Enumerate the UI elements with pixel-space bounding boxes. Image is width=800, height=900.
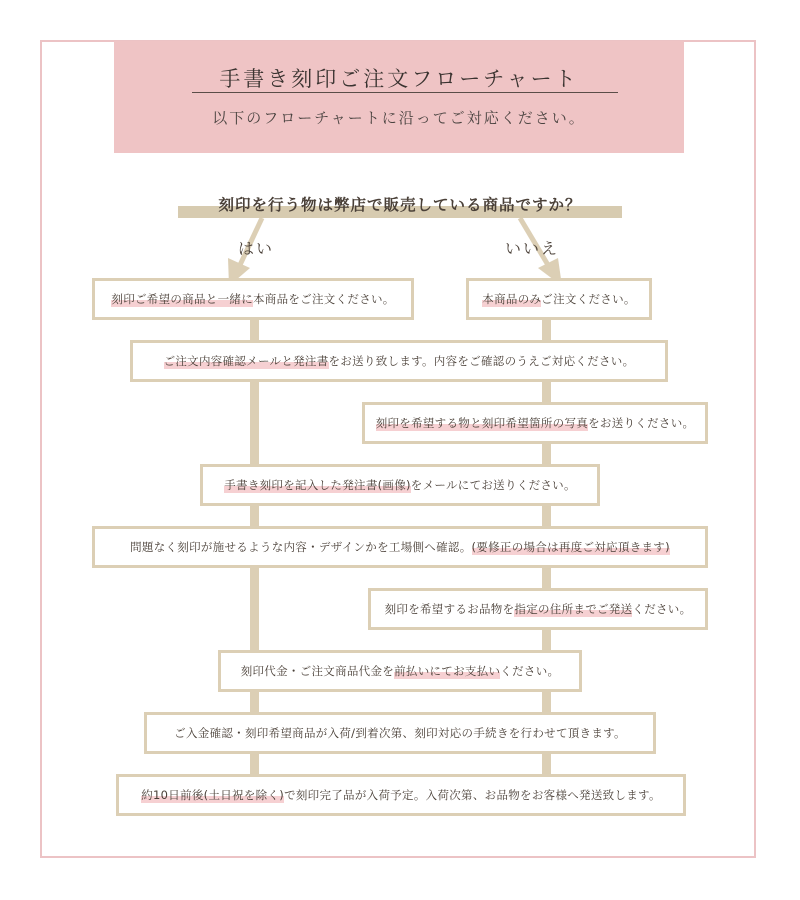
step-ship-item-highlight: 指定の住所までご発送 xyxy=(514,602,633,616)
step-arrival-text: ご入金確認・刻印希望商品が入荷/到着次第、刻印対応の手続きを行わせて頂きます。 xyxy=(174,726,626,740)
step-completion-highlight: 約10日前後(土日祝を除く) xyxy=(141,788,285,802)
step-payment-text: 刻印代金・ご注文商品代金を xyxy=(240,664,395,678)
step-payment xyxy=(218,650,582,692)
step-yes-order-text: 本商品をご注文ください。 xyxy=(253,292,395,306)
step-send-photo-highlight: 刻印を希望する物と刻印希望箇所の写真 xyxy=(375,416,589,430)
step-yes-order-highlight: 刻印ご希望の商品と一緒に xyxy=(111,292,253,306)
step-yes-order xyxy=(92,278,414,320)
step-completion xyxy=(116,774,686,816)
step-ship-item-text: 刻印を希望するお品物を xyxy=(384,602,515,616)
step-confirm-mail-text: をお送り致します。内容をご確認のうえご対応ください。 xyxy=(328,354,635,368)
step-send-photo xyxy=(362,402,708,444)
branch-no-label: いいえ xyxy=(505,239,560,258)
question-text: 刻印を行う物は弊店で販売している商品ですか？ xyxy=(218,196,582,214)
step-send-order-form-highlight: 手書き刻印を記入した発注書(画像) xyxy=(224,478,411,492)
branch-yes-label: はい xyxy=(238,239,275,258)
step-no-order xyxy=(466,278,652,320)
step-send-photo-text: をお送りください。 xyxy=(588,416,695,430)
step-confirm-mail xyxy=(130,340,668,382)
step-design-check-highlight: (要修正の場合は再度ご対応頂きます) xyxy=(471,540,670,554)
step-send-order-form xyxy=(200,464,600,506)
step-payment-tail: ください。 xyxy=(500,664,560,678)
step-design-check-text: 問題なく刻印が施せるような内容・デザインかを工場側へ確認。 xyxy=(130,540,472,554)
branch-arrows xyxy=(0,0,800,300)
step-send-order-form-text: をメールにてお送りください。 xyxy=(410,478,576,492)
step-ship-item-tail: ください。 xyxy=(632,602,692,616)
step-confirm-mail-highlight: ご注文内容確認メールと発注書 xyxy=(163,354,329,368)
step-no-order-text: ご注文ください。 xyxy=(541,292,636,306)
step-payment-highlight: 前払いにてお支払い xyxy=(394,664,501,678)
step-arrival xyxy=(144,712,656,754)
step-design-check xyxy=(92,526,708,568)
step-ship-item xyxy=(368,588,708,630)
page-title: 手書き刻印ご注文フローチャート xyxy=(219,67,579,91)
step-no-order-highlight: 本商品のみ xyxy=(482,292,542,306)
page-subtitle: 以下のフローチャートに沿ってご対応ください。 xyxy=(212,109,586,127)
step-completion-text: で刻印完了品が入荷予定。入荷次第、お品物をお客様へ発送致します。 xyxy=(284,788,661,802)
